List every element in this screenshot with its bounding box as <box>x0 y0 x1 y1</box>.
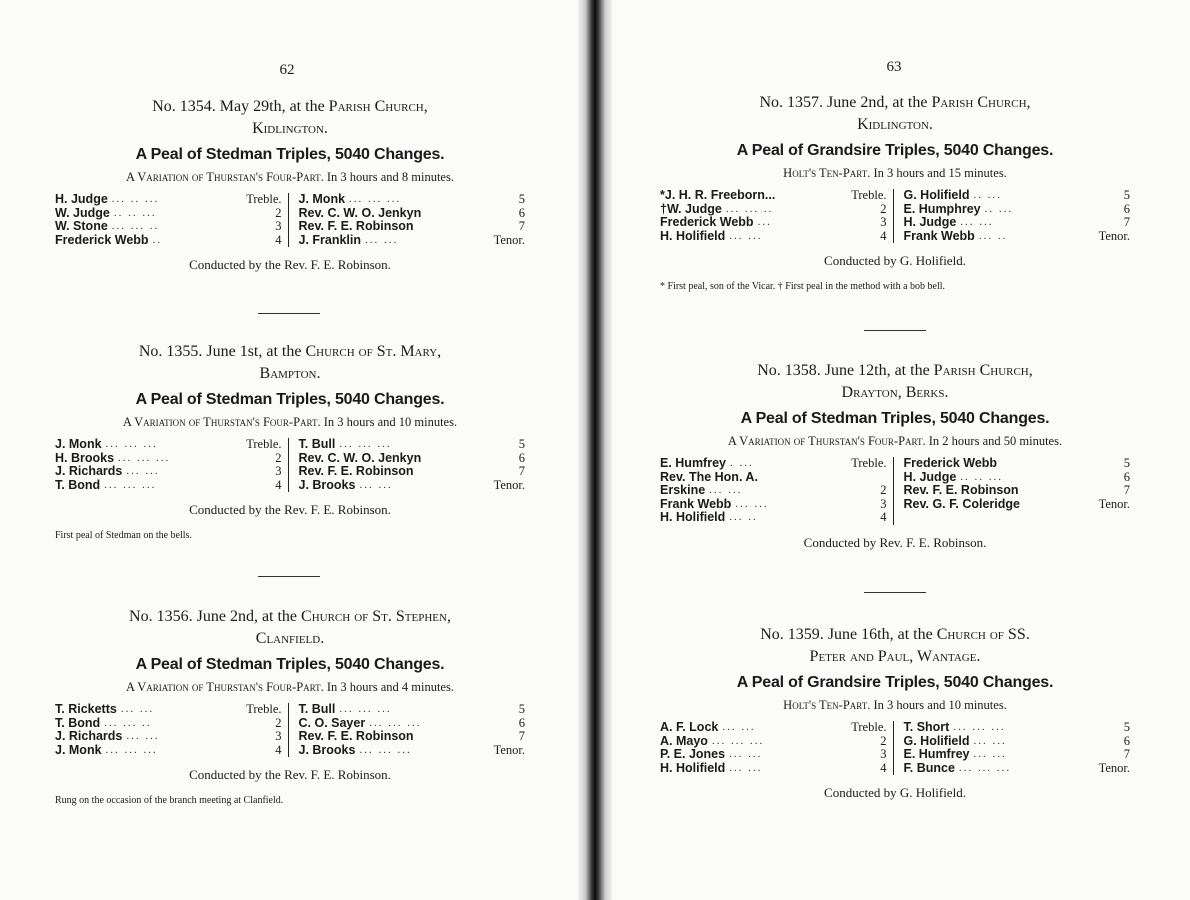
peal-entry <box>660 624 1130 801</box>
peal-date: June 2nd, at the <box>827 94 928 111</box>
bell-number: 5 <box>1123 188 1130 202</box>
ringer-row <box>660 230 887 244</box>
ringer-row <box>904 457 1131 471</box>
ringer-row <box>660 484 887 498</box>
peal-location: Bampton. <box>259 365 321 382</box>
ringer-name: T. Ricketts <box>55 702 117 716</box>
ringer-row <box>904 216 1131 230</box>
ringer-name: J. Monk <box>55 742 102 757</box>
ringers-column-right <box>894 189 1131 243</box>
leader-dots: ... ... <box>973 748 1007 760</box>
entry-header <box>660 624 1130 668</box>
peal-title: A Peal of Stedman Triples, 5040 Changes. <box>135 656 445 673</box>
peal-church: Parish Church, <box>328 98 428 115</box>
bell-number: 6 <box>1123 733 1130 748</box>
peal-variation <box>660 166 1130 181</box>
ringer-row <box>660 735 887 749</box>
ringer-name: Frederick Webb <box>660 215 754 229</box>
bell-number: 5 <box>1123 456 1130 470</box>
ringer-row <box>55 730 282 744</box>
peal-variation <box>55 415 525 430</box>
ringer-name: Rev. G. F. Coleridge <box>903 496 1020 511</box>
ringer-row <box>904 748 1131 762</box>
section-divider <box>258 576 320 577</box>
leader-dots: ... ... .. <box>104 716 152 729</box>
bell-number: 6 <box>1123 201 1130 216</box>
leader-dots: ... ... ... <box>349 193 402 205</box>
ringer-name: *J. H. R. Freeborn... <box>660 188 776 202</box>
ringer-name: G. Holifield <box>903 188 970 202</box>
ringer-name: J. Monk <box>298 192 346 206</box>
bell-number: 2 <box>275 205 282 220</box>
ringers-column-right <box>289 193 526 247</box>
leader-dots: ... ... <box>365 233 399 246</box>
ringer-name: Rev. C. W. O. Jenkyn <box>298 205 422 220</box>
peal-entry <box>660 92 1130 292</box>
bell-number: Tenor. <box>493 477 525 492</box>
leader-dots: ... .. <box>978 229 1008 242</box>
ringer-row <box>299 479 526 493</box>
leader-dots: .. ... <box>984 202 1014 215</box>
ringer-row <box>299 465 526 479</box>
ringer-name: H. Judge <box>903 215 957 229</box>
leader-dots <box>414 465 497 479</box>
bell-number: 2 <box>880 201 887 216</box>
bell-number: 4 <box>275 477 282 492</box>
ringers-column-left <box>660 457 894 525</box>
ringer-row <box>904 484 1131 498</box>
ringer-name: W. Judge <box>55 205 110 220</box>
leader-dots: ... ... <box>722 721 756 733</box>
entry-header <box>55 341 525 385</box>
bell-number: Treble. <box>851 456 887 470</box>
bell-number: 3 <box>275 464 282 478</box>
leader-dots: ... ... ... <box>359 743 412 756</box>
leader-dots: ... ... ... <box>339 703 392 715</box>
ringer-row <box>55 207 282 221</box>
leader-dots: ... ... ... <box>958 761 1012 774</box>
peal-number: No. 1359. <box>760 626 824 643</box>
ringer-name: Erskine <box>660 483 706 497</box>
entry-header <box>660 360 1130 404</box>
ringers-table <box>55 703 525 757</box>
book-gutter <box>578 0 612 900</box>
leader-dots: ... ... ... <box>118 451 171 464</box>
ringer-row <box>904 230 1131 244</box>
bell-number: 4 <box>880 228 887 243</box>
variation-name: A Variation of Thurstan's Four-Part. <box>126 680 324 694</box>
leader-dots: ... ... ... <box>953 721 1006 733</box>
ringer-name: J. Monk <box>55 437 102 451</box>
ringer-row <box>299 730 526 744</box>
ringer-name: T. Bond <box>55 715 101 730</box>
peal-title: A Peal of Grandsire Triples, 5040 Changes. <box>736 142 1054 159</box>
bell-number: Treble. <box>246 192 282 206</box>
footnote: Rung on the occasion of the branch meeting at Clanfield. <box>55 795 284 806</box>
leader-dots: ... ... <box>973 734 1007 747</box>
ringer-row <box>55 438 282 452</box>
ringer-name: J. Brooks <box>298 742 356 757</box>
bell-number: 5 <box>1123 720 1130 734</box>
bell-number: 6 <box>1123 469 1130 484</box>
header-line <box>660 92 1130 114</box>
ringer-name: H. Brooks <box>55 450 115 465</box>
ringer-name: T. Bull <box>298 702 336 716</box>
ringer-name: H. Holifield <box>660 228 726 243</box>
leader-dots <box>997 457 1102 471</box>
ringer-row <box>904 203 1131 217</box>
peal-date: June 1st, at the <box>206 343 302 360</box>
ringer-row <box>660 457 887 471</box>
entry-header <box>660 92 1130 136</box>
peal-entry <box>660 360 1130 551</box>
peal-variation <box>660 434 1130 449</box>
ringer-name: E. Humphrey <box>903 201 981 216</box>
leader-dots: ... ... ... <box>711 734 765 747</box>
ringer-name: J. Richards <box>55 464 123 478</box>
bell-number: 7 <box>518 729 525 743</box>
ringer-row <box>904 189 1131 203</box>
peal-number: No. 1356. <box>129 608 193 625</box>
ringers-column-right <box>894 721 1131 775</box>
ringer-row <box>55 717 282 731</box>
conductor-line: Conducted by the Rev. F. E. Robinson. <box>189 257 391 272</box>
ringer-name: H. Holifield <box>660 510 726 524</box>
conductor-line: Conducted by G. Holifield. <box>824 253 966 268</box>
bell-number: 3 <box>880 215 887 229</box>
ringer-name: E. Humfrey <box>903 747 970 761</box>
ringer-row <box>904 721 1131 735</box>
ringer-row <box>299 207 526 221</box>
leader-dots: ... ... ... <box>339 438 392 450</box>
bell-number: Treble. <box>851 188 887 202</box>
leader-dots: ... ... <box>729 229 763 242</box>
ringers-column-right <box>289 438 526 492</box>
ringers-column-right <box>289 703 526 757</box>
ringer-name: J. Brooks <box>298 477 356 492</box>
ringer-row <box>904 735 1131 749</box>
leader-dots: ... <box>757 216 772 228</box>
variation-name: A Variation of Thurstan's Four-Part. <box>122 415 321 429</box>
leader-dots: ... ... ... <box>105 438 158 450</box>
ringer-name: †W. Judge <box>660 201 722 216</box>
ringer-row <box>904 762 1131 776</box>
leader-dots: ... ... <box>729 761 763 774</box>
peal-entry <box>55 96 525 273</box>
bell-number: 5 <box>518 192 525 206</box>
ringer-name: T. Bull <box>298 437 336 451</box>
ringers-column-left <box>55 438 289 492</box>
bell-number: Tenor. <box>1098 496 1130 511</box>
peal-variation <box>55 170 525 185</box>
ringer-row <box>299 193 526 207</box>
ringer-name: Rev. F. E. Robinson <box>298 219 414 233</box>
peal-number: No. 1357. <box>759 94 824 111</box>
bell-number: Tenor. <box>493 742 525 757</box>
leader-dots: ... ... <box>126 465 160 477</box>
ringer-row <box>660 498 887 512</box>
bell-number: 4 <box>880 760 887 775</box>
ringer-row <box>299 234 526 248</box>
bell-number: 3 <box>275 729 282 743</box>
ringer-row <box>660 471 887 485</box>
bell-number: 2 <box>880 483 887 497</box>
ringer-name: T. Short <box>903 720 950 734</box>
ringers-column-left <box>660 721 894 775</box>
page-number-right: 63 <box>886 59 902 75</box>
ringers-table <box>660 189 1130 243</box>
peal-location: Kidlington. <box>857 116 933 133</box>
ringer-row <box>55 703 282 717</box>
peal-number: No. 1354. <box>152 98 216 115</box>
ringer-row <box>55 452 282 466</box>
bell-number: Treble. <box>246 437 282 451</box>
ringer-name: Frank Webb <box>903 228 975 243</box>
bell-number: Tenor. <box>493 232 525 247</box>
section-divider <box>864 330 926 331</box>
ringer-row <box>299 220 526 234</box>
variation-name: Holt's Ten-Part. <box>783 698 871 712</box>
ringer-row <box>299 717 526 731</box>
leader-dots: ... ... <box>735 497 769 510</box>
ringer-row <box>660 748 887 762</box>
ringer-row <box>660 189 887 203</box>
peal-title: A Peal of Grandsire Triples, 5040 Changes. <box>736 674 1054 691</box>
ringer-row <box>299 438 526 452</box>
peal-number: No. 1355. <box>138 343 203 360</box>
leader-dots: ... .. ... <box>111 193 160 205</box>
leader-dots <box>414 730 497 744</box>
bell-number: Treble. <box>851 720 887 734</box>
ringers-column-left <box>55 703 289 757</box>
peal-variation <box>55 680 525 695</box>
bell-number: 7 <box>518 464 525 478</box>
bell-number: 2 <box>880 733 887 748</box>
ringer-name: J. Franklin <box>298 232 362 247</box>
peal-duration: In 3 hours and 15 minutes. <box>873 166 1007 180</box>
bell-number: 3 <box>880 496 887 511</box>
header-line <box>660 624 1130 646</box>
peal-location: Kidlington. <box>252 120 328 137</box>
variation-name: A Variation of Thurstan's Four-Part. <box>126 170 324 184</box>
ringers-table <box>55 193 525 247</box>
ringer-row <box>660 721 887 735</box>
bell-number: 6 <box>518 205 525 220</box>
ringer-row <box>904 471 1131 485</box>
ringers-table <box>660 721 1130 775</box>
bell-number: 7 <box>1123 747 1130 761</box>
ringer-name: Frederick Webb <box>55 232 149 247</box>
bell-number: 6 <box>518 450 525 465</box>
footnote: First peal of Stedman on the bells. <box>55 530 192 541</box>
header-line <box>55 96 525 118</box>
section-divider <box>864 592 926 593</box>
ringers-column-left <box>660 189 894 243</box>
ringer-row <box>660 203 887 217</box>
peal-church: Church of SS. <box>936 626 1030 643</box>
footnote: * First peal, son of the Vicar. † First peal in the method with a bob bell. <box>660 281 946 292</box>
bell-number: 6 <box>518 715 525 730</box>
conductor-line: Conducted by the Rev. F. E. Robinson. <box>189 502 391 517</box>
ringer-row <box>55 193 282 207</box>
ringer-name: T. Bond <box>55 477 101 492</box>
ringer-name: Frank Webb <box>660 496 732 511</box>
ringer-row <box>904 498 1131 512</box>
bell-number: 5 <box>518 437 525 451</box>
leader-dots: ... ... <box>126 730 160 742</box>
leader-dots <box>421 452 497 466</box>
leader-dots: ... .. <box>729 511 758 523</box>
ringer-name: W. Stone <box>55 219 108 233</box>
ringer-name: C. O. Sayer <box>298 715 366 730</box>
peal-entry <box>55 341 525 541</box>
entry-header <box>55 606 525 650</box>
ringer-name: H. Judge <box>903 469 957 484</box>
ringer-row <box>299 703 526 717</box>
ringer-name: Rev. C. W. O. Jenkyn <box>298 450 422 465</box>
leader-dots <box>421 207 497 221</box>
ringer-row <box>55 465 282 479</box>
conductor-line: Conducted by G. Holifield. <box>824 785 966 800</box>
bell-number: 7 <box>1123 483 1130 497</box>
peal-title: A Peal of Stedman Triples, 5040 Changes. <box>135 146 445 163</box>
bell-number: 3 <box>880 747 887 761</box>
bell-number: 5 <box>518 702 525 716</box>
leader-dots: . ... <box>730 457 754 469</box>
leader-dots: ... ... <box>359 478 393 491</box>
bell-number: 7 <box>1123 215 1130 229</box>
leader-dots: .. .. ... <box>113 206 157 219</box>
bell-number: 4 <box>275 232 282 247</box>
entry-header <box>55 96 525 140</box>
peal-duration: In 3 hours and 10 minutes. <box>323 415 458 429</box>
peal-date: May 29th, at the <box>219 98 325 115</box>
leader-dots: ... ... <box>120 703 155 715</box>
leader-dots: .. ... <box>973 189 1002 201</box>
ringer-row <box>55 220 282 234</box>
leader-dots <box>414 220 497 234</box>
peal-duration: In 3 hours and 8 minutes. <box>326 170 454 184</box>
peal-location: Clanfield. <box>255 630 325 647</box>
ringer-row <box>55 479 282 493</box>
ringer-name: H. Holifield <box>660 760 726 775</box>
variation-name: A Variation of Thurstan's Four-Part. <box>727 434 926 448</box>
peal-church: Parish Church, <box>931 94 1031 111</box>
leader-dots: ... ... .. <box>111 220 160 232</box>
leader-dots: .. <box>152 233 163 246</box>
page-number-left: 62 <box>279 62 295 78</box>
peal-title: A Peal of Stedman Triples, 5040 Changes. <box>135 391 445 408</box>
ringers-column-left <box>55 193 289 247</box>
bell-number: 2 <box>275 450 282 465</box>
peal-location: Peter and Paul, Wantage. <box>809 648 981 665</box>
leader-dots: ... ... <box>729 748 763 760</box>
bell-number: 3 <box>275 219 282 233</box>
header-line <box>55 341 525 363</box>
ringer-row <box>299 744 526 758</box>
peal-location: Drayton, Berks. <box>841 384 949 401</box>
leader-dots <box>775 189 851 203</box>
section-divider <box>258 313 320 314</box>
ringer-name: Rev. F. E. Robinson <box>903 483 1019 497</box>
peal-duration: In 3 hours and 10 minutes. <box>873 698 1007 712</box>
bell-number: 2 <box>275 715 282 730</box>
ringer-row <box>55 234 282 248</box>
ringer-name: Rev. F. E. Robinson <box>298 464 414 478</box>
ringer-name: F. Bunce <box>903 760 955 775</box>
ringer-name: Rev. F. E. Robinson <box>298 729 414 743</box>
bell-number: Tenor. <box>1098 228 1130 243</box>
leader-dots <box>758 471 859 485</box>
peal-date: June 12th, at the <box>824 362 930 379</box>
bell-number: 4 <box>275 742 282 757</box>
peal-entry <box>55 606 525 806</box>
ringer-row <box>299 452 526 466</box>
peal-duration: In 3 hours and 4 minutes. <box>326 680 454 694</box>
peal-church: Parish Church, <box>933 362 1033 379</box>
leader-dots <box>1020 498 1099 512</box>
header-line <box>660 360 1130 382</box>
header-line <box>55 606 525 628</box>
bell-number: Tenor. <box>1098 760 1130 775</box>
peal-number: No. 1358. <box>757 362 821 379</box>
bell-number: 7 <box>518 219 525 233</box>
ringer-name: A. F. Lock <box>660 720 719 734</box>
leader-dots: .. .. ... <box>960 470 1004 483</box>
leader-dots <box>1019 484 1102 498</box>
conductor-line: Conducted by the Rev. F. E. Robinson. <box>189 767 391 782</box>
ringer-name: E. Humfrey <box>660 456 726 470</box>
conductor-line: Conducted by Rev. F. E. Robinson. <box>803 534 987 550</box>
bell-number: 4 <box>880 510 887 524</box>
ringer-row <box>660 216 887 230</box>
leader-dots: ... ... <box>709 484 743 496</box>
peal-title: A Peal of Stedman Triples, 5040 Changes. <box>740 410 1050 427</box>
peal-date: June 16th, at the <box>827 626 933 643</box>
ringer-row <box>55 744 282 758</box>
peal-duration: In 2 hours and 50 minutes. <box>928 434 1063 448</box>
leader-dots: ... ... ... <box>104 478 157 491</box>
leader-dots: ... ... ... <box>369 716 422 729</box>
variation-name: Holt's Ten-Part. <box>783 166 871 180</box>
leader-dots: ... ... .. <box>725 202 774 215</box>
ringers-table <box>55 438 525 492</box>
bell-number <box>859 471 887 485</box>
ringer-name: Rev. The Hon. A. <box>660 469 758 484</box>
ringer-name: J. Richards <box>55 729 123 743</box>
peal-variation <box>660 698 1130 713</box>
ringer-name: A. Mayo <box>660 733 708 748</box>
ringers-column-right <box>894 457 1131 525</box>
peal-church: Church of St. Stephen, <box>301 608 451 625</box>
ringer-row <box>660 762 887 776</box>
ringers-table <box>660 457 1130 525</box>
ringer-name: H. Judge <box>55 192 108 206</box>
ringer-row <box>660 511 887 525</box>
ringer-name: G. Holifield <box>903 733 970 748</box>
ringer-name: P. E. Jones <box>660 747 726 761</box>
leader-dots: ... ... <box>960 216 994 228</box>
ringer-name: Frederick Webb <box>903 456 998 470</box>
bell-number: Treble. <box>246 702 282 716</box>
leader-dots: ... ... ... <box>105 743 158 756</box>
peal-church: Church of St. Mary, <box>305 343 442 360</box>
peal-date: June 2nd, at the <box>196 608 298 625</box>
